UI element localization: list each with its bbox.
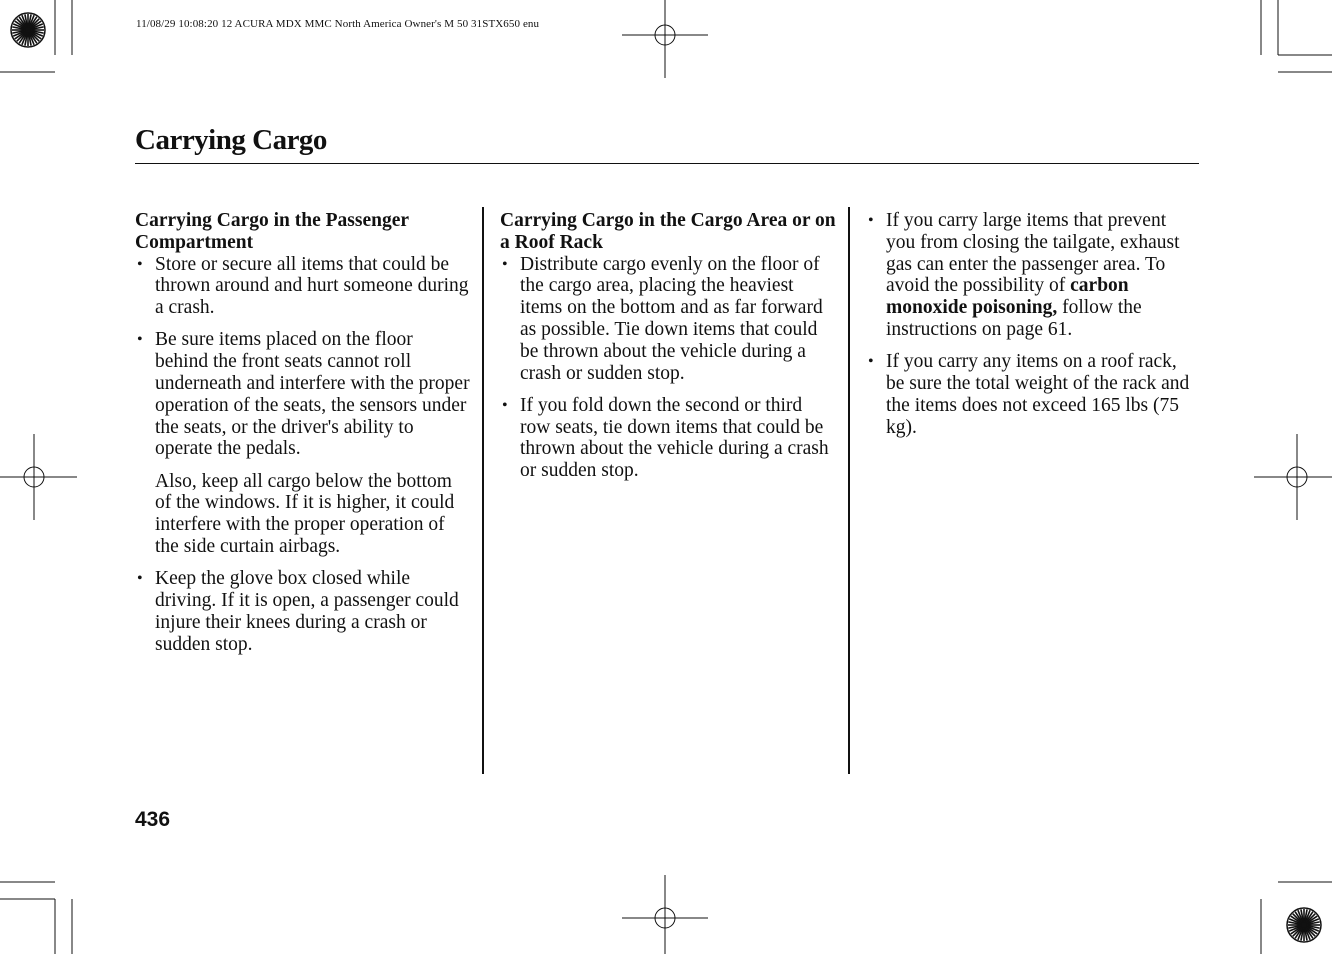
print-slug-header: 11/08/29 10:08:20 12 ACURA MDX MMC North America Owner's M 50 31STX650 enu [136, 18, 540, 30]
list-item-text: Keep the glove box closed while driving. If it is open, a passenger could injure their knees during a crash or sudden stop. [155, 568, 459, 655]
bullet-icon: • [868, 212, 874, 229]
column-divider [848, 207, 850, 774]
list-item [135, 568, 470, 655]
bullet-icon: • [502, 255, 508, 273]
list-item-text: Be sure items placed on the floor behind the front seats cannot roll underneath and interfere with the proper operation of the seats, the sensors under the seats, or the driver's ability to operate the pedals. [155, 329, 470, 460]
column-cargo-warnings [866, 210, 1196, 449]
page-title: Carrying Cargo [135, 124, 327, 156]
bullet-list [866, 210, 1196, 438]
list-item-text: Store or secure all items that could be thrown around and hurt someone during a crash. [155, 253, 469, 319]
list-item [500, 395, 836, 482]
page-number: 436 [135, 808, 171, 831]
list-item-note: Also, keep all cargo below the bottom of the windows. If it is higher, it could interfere with the proper operation of the side curtain airbags. [155, 470, 455, 557]
title-rule [135, 163, 1199, 164]
list-item [500, 254, 836, 385]
crop-mark-top-left [0, 0, 72, 72]
list-item-text: If you carry any items on a roof rack, be sure the total weight of the rack and the items does not exceed 165 lbs (75 kg). [886, 351, 1190, 438]
list-item [866, 351, 1196, 438]
bullet-icon: • [137, 331, 143, 349]
list-item-text: If you fold down the second or third row seats, tie down items that could be thrown about the vehicle during a crash or sudden stop. [520, 394, 829, 482]
list-item [135, 329, 470, 460]
registration-crosshair-bottom [622, 875, 708, 954]
crop-mark-top-right [1261, 0, 1332, 72]
crop-mark-bottom-left [0, 882, 72, 954]
bullet-list [500, 254, 836, 482]
column-divider [482, 207, 484, 774]
section-heading: Carrying Cargo in the Cargo Area or on a Roof Rack [500, 210, 836, 253]
bullet-icon: • [502, 396, 508, 414]
column-cargo-area [500, 210, 836, 492]
bullet-list [135, 568, 470, 655]
bullet-icon: • [868, 353, 874, 371]
column-passenger-compartment [135, 210, 470, 666]
list-item-text: follow the instructions on page 61. [886, 297, 1142, 340]
bullet-icon: • [137, 570, 143, 588]
crop-mark-bottom-right [1261, 882, 1332, 954]
registration-crosshair-right [1254, 434, 1332, 520]
list-item [866, 210, 1196, 341]
registration-crosshair-left [0, 434, 77, 520]
list-item-text: Distribute cargo evenly on the floor of the cargo area, placing the heaviest items on the bottom and as far forward as possible. Tie down items that could be thrown about the vehicle during a crash or sudden stop. [520, 253, 823, 384]
list-item [135, 254, 470, 319]
registration-crosshair-top [622, 0, 708, 78]
list-item-text: If you carry large items that prevent you from closing the tailgate, exhaust gas can enter the passenger area. To avoid the possibility of [886, 210, 1180, 297]
bullet-list [135, 254, 470, 461]
emphasis-text: carbon monoxide poisoning, [886, 275, 1129, 319]
section-heading: Carrying Cargo in the Passenger Compartment [135, 210, 409, 253]
bullet-icon: • [137, 255, 143, 273]
